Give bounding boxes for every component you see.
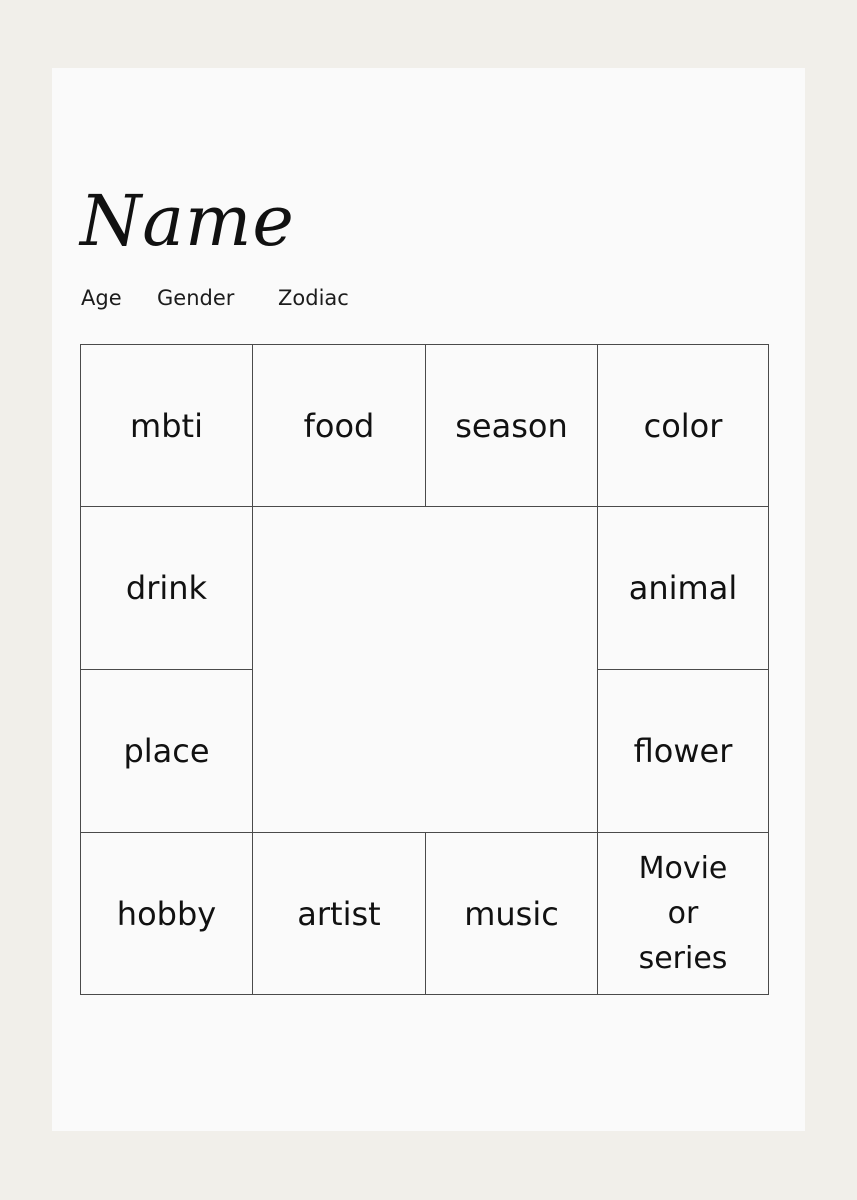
cell-animal [597, 506, 769, 670]
cell-label: hobby [116, 894, 217, 933]
cell-label: drink [125, 569, 208, 607]
cell-place [80, 669, 253, 833]
page-title: Name [80, 180, 295, 262]
cell-flower [597, 669, 769, 833]
cell-drink [80, 506, 253, 670]
cell-label: music [464, 894, 559, 933]
cell-label: animal [628, 569, 738, 607]
gender-label: Gender [157, 286, 235, 310]
zodiac-label: Zodiac [278, 286, 349, 310]
cell-hobby [80, 832, 253, 995]
cell-movie-or-series [597, 832, 769, 995]
template-sheet [52, 68, 805, 1131]
cell-label: food [303, 406, 375, 445]
cell-label: color [643, 406, 723, 445]
center-photo-box [252, 506, 598, 833]
cell-label: place [123, 732, 210, 770]
cell-label-line: Movie [638, 851, 728, 886]
cell-label-line: series [638, 941, 728, 976]
favorites-grid [80, 344, 769, 995]
cell-label: season [455, 406, 568, 445]
cell-music [425, 832, 598, 995]
cell-artist [252, 832, 426, 995]
cell-season [425, 344, 598, 507]
cell-label-line: or [667, 896, 699, 931]
cell-label: mbti [130, 406, 203, 445]
cell-label: artist [297, 894, 381, 933]
cell-color [597, 344, 769, 507]
cell-label: flower [633, 732, 733, 770]
age-label: Age [81, 286, 122, 310]
cell-mbti [80, 344, 253, 507]
cell-food [252, 344, 426, 507]
